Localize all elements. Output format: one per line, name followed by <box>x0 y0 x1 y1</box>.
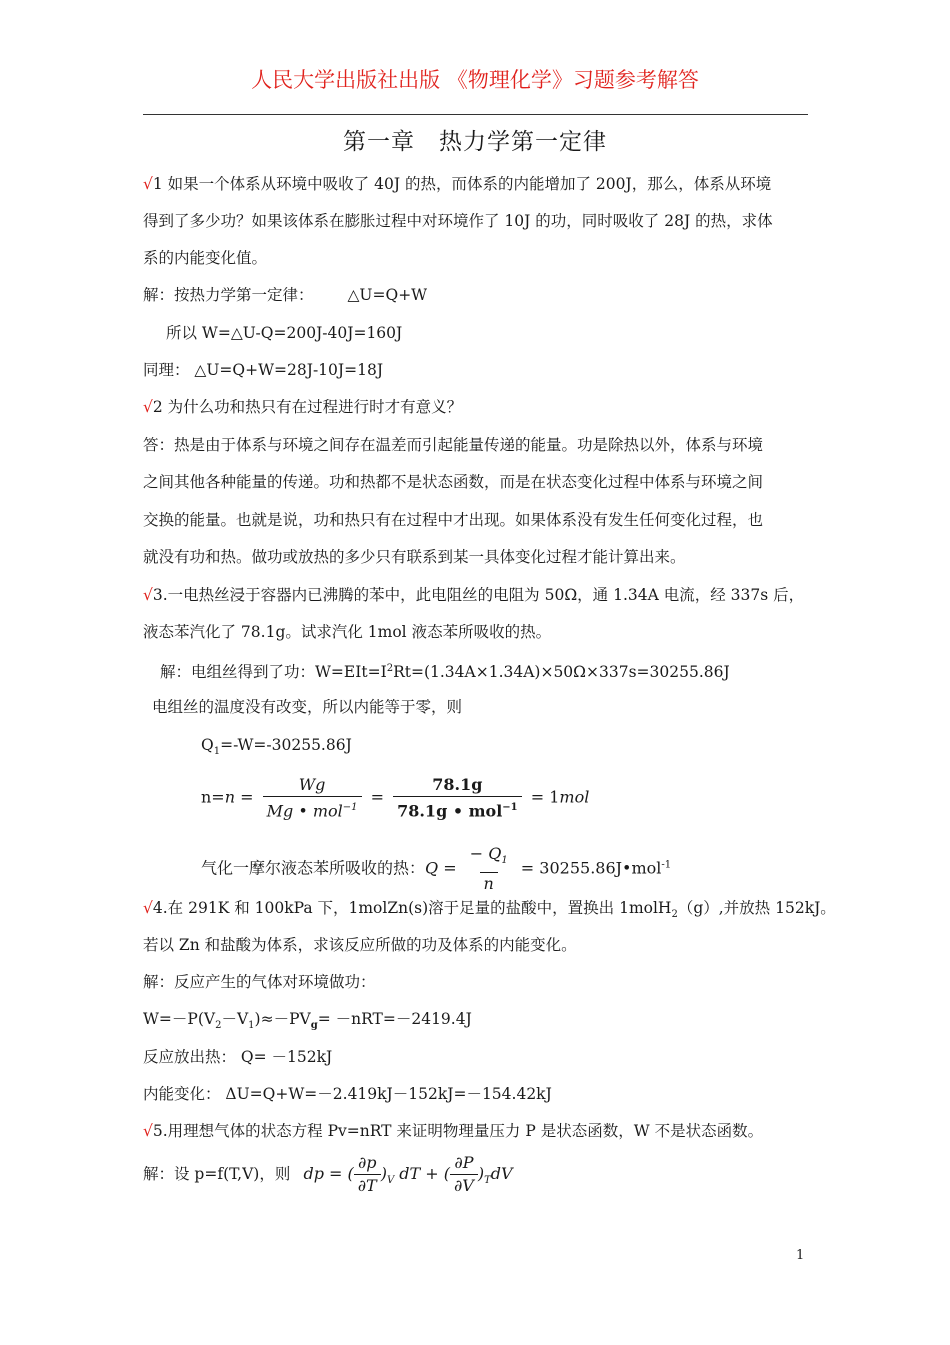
q2-answer-4: 就没有功和热。做功或放热的多少只有联系到某一具体变化过程才能计算出来。 <box>143 548 686 566</box>
q2-answer-3: 交换的能量。也就是说，功和热只有在过程中才出现。如果体系没有发生任何变化过程，也 <box>143 511 764 529</box>
check-mark-icon: √ <box>143 175 153 193</box>
q3-solution-2: 电组丝的温度没有改变，所以内能等于零，则 <box>152 698 463 716</box>
check-mark-icon: √ <box>143 398 153 416</box>
q1-line-1: √1 如果一个体系从环境中吸收了 40J 的热，而体系的内能增加了 200J，那么，体系从环境 <box>143 175 772 193</box>
check-mark-icon: √ <box>143 899 153 917</box>
header-rule <box>143 114 808 115</box>
q1-line-2: 得到了多少功？如果该体系在膨胀过程中对环境作了 10J 的功，同时吸收了 28J 的热，求体 <box>143 212 773 230</box>
q3-solution-1: 解：电组丝得到了功：$W=EIt=I^2Rt=(1.34A\times 1.34A)\times 50\Omega\times 337s=30255.86J$ <box>160 663 730 682</box>
page-number: 1 <box>796 1248 805 1263</box>
fraction-general: $\frac{Wg}{Mg • mol^{-1}}$ <box>263 774 362 822</box>
q4-line-2: 若以 Zn 和盐酸为体系，求该反应所做的功及体系的内能变化。 <box>143 936 577 954</box>
q1-line-3: 系的内能变化值。 <box>143 249 268 267</box>
q5-solution-1: 解：设 p=f(T,V)，则 dp = ( $\frac{\partial p}{\partial T}$ )$_V$ dT + ( $\frac{\partial P}{\partial V}$ )$_TdV$ <box>143 1153 513 1195</box>
q1-solution-2: 所以 W=△U-Q=200J-40J=160J <box>166 324 403 342</box>
q2-answer-1: 答：热是由于体系与环境之间存在温差而引起能量传递的能量。功是除热以外，体系与环境 <box>143 436 764 454</box>
partial-dp-dt: $\frac{\partial p}{\partial T}$ <box>354 1152 381 1197</box>
q2-line-1: √2 为什么功和热只有在过程进行时才有意义？ <box>143 398 463 416</box>
q1-solution-1: 解：按热力学第一定律： △U=Q+W <box>143 286 428 304</box>
q3-line-2: 液态苯汽化了 78.1g。试求汽化 1mol 液态苯所吸收的热。 <box>143 623 552 641</box>
q1-solution-3: 同理： △U=Q+W=28J-10J=18J <box>143 361 384 379</box>
q4-line-1: √4.在 291K 和 100kPa 下，1molZn(s)溶于足量的盐酸中，置换出 1molH$_2$（g）,并放热 152kJ。 <box>143 899 836 921</box>
q3-solution-q1: $Q_1=-W=-30255.86J$ <box>201 736 352 758</box>
q4-solution-2: $W=-P(V_2-V_1)\approx-PV_g= -nRT=-2419.4J$ <box>143 1010 472 1032</box>
q3-line-1: √3.一电热丝浸于容器内已沸腾的苯中，此电阻丝的电阻为 50Ω，通 1.34A 电流，经 337s 后， <box>143 586 805 604</box>
q4-solution-1: 解：反应产生的气体对环境做功： <box>143 973 376 991</box>
q4-solution-4: 内能变化： ΔU=Q+W=－2.419kJ－152kJ=－154.42kJ <box>143 1085 552 1103</box>
partial-dp-dv: $\frac{\partial P}{\partial V}$ <box>450 1152 478 1197</box>
check-mark-icon: √ <box>143 586 153 604</box>
check-mark-icon: √ <box>143 1122 153 1140</box>
q3-mole-equation: n=n = $\frac{Wg}{Mg • mol^{-1}}$ = $\frac{78.1g}{78.1g • mol^{-1}}$ = 1mol <box>201 775 590 821</box>
q4-solution-3: 反应放出热： Q= －152kJ <box>143 1048 333 1066</box>
q5-line-1: √5.用理想气体的状态方程 Pv=nRT 来证明物理量压力 P 是状态函数，W 不是状态函数。 <box>143 1122 764 1140</box>
chapter-title: 第一章 热力学第一定律 <box>343 129 607 155</box>
fraction-numeric: $\frac{78.1g}{78.1g • mol^{-1}}$ <box>393 774 522 822</box>
q3-heat-equation: 气化一摩尔液态苯所吸收的热：Q = $\frac{- Q_1}{n}$ = 30255.86J•mol$^{-1}$ <box>201 844 672 894</box>
fraction-heat: $\frac{- Q_1}{n}$ <box>469 844 508 894</box>
document-header: 人民大学出版社出版 《物理化学》习题参考解答 <box>251 68 699 92</box>
q2-answer-2: 之间其他各种能量的传递。功和热都不是状态函数，而是在状态变化过程中体系与环境之间 <box>143 473 764 491</box>
